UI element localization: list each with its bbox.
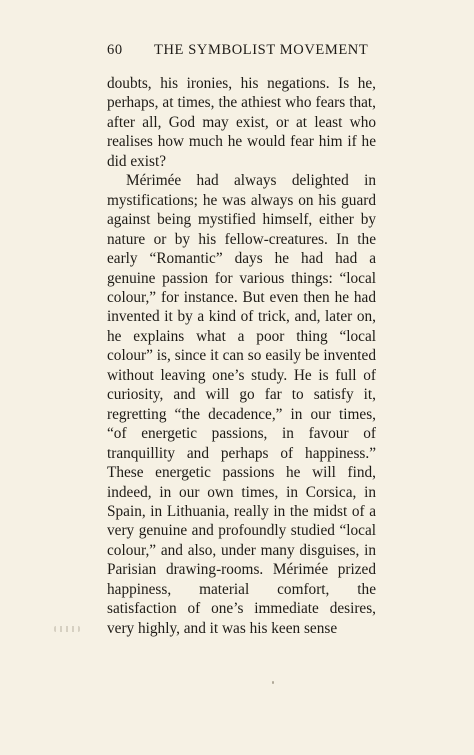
- page-number: 60: [107, 42, 123, 58]
- page-smudge: [54, 626, 80, 632]
- body-text: [107, 74, 376, 638]
- page-header: [107, 42, 377, 62]
- paragraph-merimee: Mérimée had always delighted in mystifications; he was always on his guard against being mystified himself, either by nature or by his fellow-creatures. In the early “Romantic” days he had had a genuine passion for various things: “local colour,” for instance. But even then he had invented it by a kind of trick, and, later on, he explains what a poor thing “local colour” is, since it can so easily be invented without leaving one’s study. He is full of curiosity, and will go far to satisfy it, regretting “the decadence,” in our times, “of energetic passions, in favour of tranquillity and perhaps of happiness.” These energetic passions he will find, indeed, in our own times, in Corsica, in Spain, in Lithuania, really in the midst of a very genuine and profoundly studied “local colour,” and also, under many disguises, in Parisian drawing-rooms. Mérimée prized happiness, material comfort, the satisfaction of one’s immediate desires, very highly, and it was his keen sense: [107, 172, 376, 637]
- running-title: THE SYMBOLIST MOVEMENT: [154, 42, 369, 58]
- ink-speck: [272, 681, 274, 684]
- paragraph-continued: doubts, his ironies, his negations. Is he, perhaps, at times, the athiest who fears that, after all, God may exist, or at least who realises how much he would fear him if he did exist?: [107, 75, 376, 170]
